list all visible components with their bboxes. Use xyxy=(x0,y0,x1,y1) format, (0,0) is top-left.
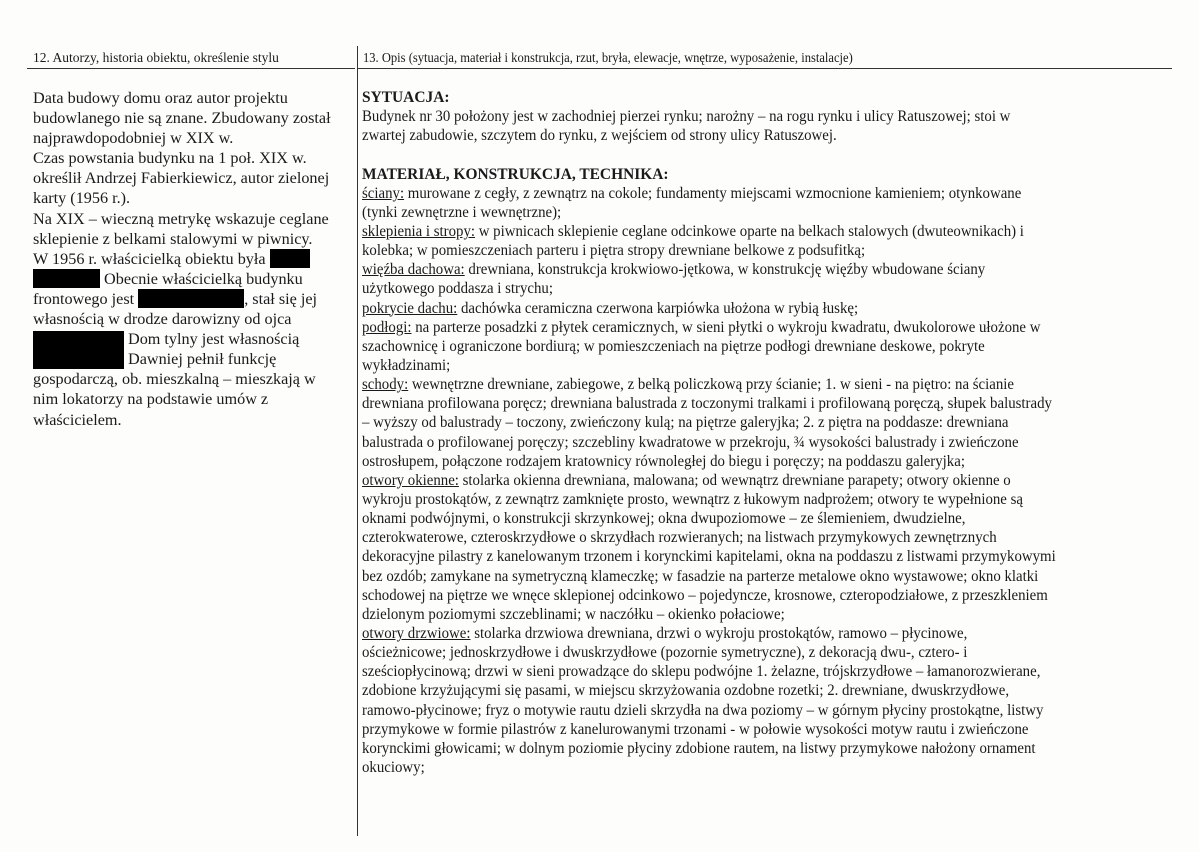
text-segment: frontowego jest xyxy=(33,289,135,308)
text-line: Data budowy domu oraz autor projektu xyxy=(33,89,288,107)
text-segment: czterokwaterowe, czteroskrzydłowe o skrzydłach rozwieranych; na listwach przymykowych zewnętrznych xyxy=(362,529,997,547)
text-line xyxy=(362,394,1134,413)
field-label: otwory okienne: xyxy=(362,471,459,489)
text-line xyxy=(362,739,1134,758)
text-line: budowlanego nie są znane. Zbudowany został xyxy=(33,109,331,128)
text-line xyxy=(362,567,1134,586)
text-line xyxy=(362,490,1134,509)
text-segment: , stał się jej xyxy=(244,289,318,308)
text-line xyxy=(33,249,331,269)
text-line xyxy=(362,413,1134,432)
text-line xyxy=(362,184,1134,203)
field-label: otwory drzwiowe: xyxy=(362,624,471,642)
text-segment: balustrada o profilowanej poręczy; szczebliny kwadratowe w przekroju, ¾ wysokości balustrady i zwieńczone xyxy=(362,433,1019,451)
text-segment: przymykowe w formie pilastrów z kanelurowanymi trzonami - w połowie wysokości motyw rautu i zwieńczone xyxy=(362,720,1029,738)
blank-line xyxy=(362,145,1162,164)
text-line: gospodarczą, ob. mieszkalną – mieszkają w xyxy=(33,370,316,389)
text-line xyxy=(362,299,1134,318)
text-segment: – wyższy od balustrady – toczony, zwieńczony kulą; na piętrze galeryjka; 2. z piętra na poddasze: drewniana xyxy=(362,414,1009,432)
text-line xyxy=(362,318,1134,337)
text-line xyxy=(33,329,331,349)
text-segment: kolebka; w pomieszczeniach parteru i piętra stropy drewniane belkowe z podsufitką; xyxy=(362,242,866,260)
text-segment: schodowej na piętrze we wnęce sklepionej odcinkowo – pojedyncze, krosnowe, czteropodziałowe, z przeszkleniem xyxy=(362,586,1048,604)
field-label: pokrycie dachu: xyxy=(362,299,458,317)
text-segment: użytkowego poddasza i strychu; xyxy=(362,280,553,298)
text-line: sklepienie z belkami stalowymi w piwnicy. xyxy=(33,229,313,248)
text-segment: w piwnicach sklepienie ceglane odcinkowe oparte na belkach stalowych (dwuteownikach) i xyxy=(475,222,1024,240)
text-segment: szachownicę i ograniczone bordiurą; w pomieszczeniach na piętrze podłogi drewniane deskowe, pokryte xyxy=(362,337,985,355)
text-line xyxy=(362,260,1134,279)
text-line xyxy=(362,528,1134,547)
text-line xyxy=(362,758,1134,777)
text-line xyxy=(362,662,1134,681)
text-line: Czas powstania budynku na 1 poł. XIX w. xyxy=(33,149,307,168)
text-line xyxy=(362,356,1134,375)
text-segment: Obecnie właścicielką budynku xyxy=(104,269,303,288)
redaction-box xyxy=(270,249,310,268)
text-segment: dekoracyjne pilastry z kanelowanym trzonem i korynckimi kapitelami, okna na poddaszu z listwami przymykowymi xyxy=(362,548,1056,566)
history-column xyxy=(33,88,331,430)
text-line: określił Andrzej Fabierkiewicz, autor zielonej xyxy=(33,169,330,188)
text-segment: stolarka drzwiowa drewniana, drzwi o wykroju prostokątów, ramowo – płycinowe, xyxy=(470,624,968,642)
text-line xyxy=(362,337,1134,356)
text-segment: zdobione krzyżującymi się pasami, w miejscu skrzyżowania ozdobne rozetki; 2. drewniane, dwuskrzydłowe, xyxy=(362,682,1010,700)
text-line xyxy=(362,547,1134,566)
column-divider xyxy=(357,46,358,836)
text-segment: Budynek nr 30 położony jest w zachodniej pierzei rynku; narożny – na rogu rynku i ulicy Ratuszowej; stoi w xyxy=(362,108,1011,126)
text-line xyxy=(362,241,1134,260)
text-line xyxy=(362,433,1134,452)
header-underline xyxy=(358,68,1172,69)
text-line xyxy=(362,681,1134,700)
text-line xyxy=(362,509,1134,528)
section-heading: SYTUACJA: xyxy=(362,89,450,106)
text-segment: wykroju prostokątów, z zewnątrz zamknięte prosto, wewnątrz z łukowym nadprożem; otwory te wypełnione są xyxy=(362,490,1023,508)
text-segment: sześciopłycinową; drzwi w sieni prowadzące do sklepu podwójne 1. żelazne, trójskrzydłowe – łamanorozwierane, xyxy=(362,663,1041,681)
text-line: karty (1956 r.). xyxy=(33,189,131,208)
text-segment: murowane z cegły, z zewnątrz na cokole; fundamenty miejscami wzmocnione kamieniem; otynkowane xyxy=(404,184,1022,202)
text-line xyxy=(362,203,1134,222)
field-label: sklepienia i stropy: xyxy=(362,222,476,240)
text-segment: na parterze posadzki z płytek ceramicznych, w sieni płytki o wykroju kwadratu, dwukolorowe ułożone w xyxy=(411,318,1041,336)
text-line xyxy=(362,452,1134,471)
text-segment: ramowo-płycinowe; fryz o motywie rautu dzieli skrzydła na dwa poziomy – w górnym płyciny prostokątne, listwy xyxy=(362,701,1044,719)
section-13-header: 13. Opis (sytuacja, materiał i konstrukcja, rzut, bryła, elewacje, wnętrze, wyposażenie, instalacje) xyxy=(363,50,853,65)
text-line xyxy=(362,701,1134,720)
text-segment: oknami podwójnymi, o konstrukcji skrzynkowej; okna dwupoziomowe – ze ślemieniem, dwudzielne, xyxy=(362,510,966,528)
redaction-box xyxy=(138,289,244,308)
text-line: właścicielem. xyxy=(33,410,122,429)
text-segment: wykładzinami; xyxy=(362,356,451,374)
field-label: schody: xyxy=(362,376,409,394)
text-line xyxy=(362,643,1134,662)
text-segment: drewniana, konstrukcja krokwiowo-jętkowa, w konstrukcję więźby wbudowane ściany xyxy=(464,261,986,279)
text-segment: Dom tylny jest własnością xyxy=(128,330,300,349)
text-line xyxy=(362,720,1134,739)
text-line xyxy=(33,289,331,309)
text-segment: drewniana profilowana poręcz; drewniana balustrada z toczonymi tralkami i profilowaną poręczą, słupek balustrady xyxy=(362,395,1052,413)
text-segment: dzielonym poziomymi szczeblinami; w naczółku – okienko połaciowe; xyxy=(362,605,785,623)
text-segment: dachówka ceramiczna czerwona karpiówka ułożona w rybią łuskę; xyxy=(457,299,859,317)
text-segment: bez ozdób; zamykane na symetryczną klameczkę; w fasadzie na parterze metalowe okno wystawowe; okno klatki xyxy=(362,567,1039,585)
text-line xyxy=(362,126,1134,145)
text-line: nim lokatorzy na podstawie umów z xyxy=(33,390,269,409)
text-segment: (tynki zewnętrzne i wewnętrzne); xyxy=(362,203,562,221)
text-line xyxy=(362,586,1134,605)
text-line xyxy=(362,222,1134,241)
text-line xyxy=(362,375,1134,394)
text-line xyxy=(33,269,331,289)
field-label: więźba dachowa: xyxy=(362,261,465,279)
text-segment: ościeżnicowe; jednoskrzydłowe i dwuskrzydłowe (pozornie symetryczne), z dekoracją dwu-, cztero- i xyxy=(362,644,968,662)
text-line: własnością w drodze darowizny od ojca xyxy=(33,310,292,329)
field-label: ściany: xyxy=(362,184,405,202)
text-segment: stolarka okienna drewniana, malowana; od wewnątrz drewniane parapety; otwory okienne o xyxy=(458,471,1011,489)
field-label: podłogi: xyxy=(362,318,412,336)
text-segment: W 1956 r. właścicielką obiektu była xyxy=(33,249,266,268)
section-heading: MATERIAŁ, KONSTRUKCJA, TECHNIKA: xyxy=(362,165,669,183)
text-segment: ostrosłupem, połączone rodzajem kratownicy równoległej do biegu i poręczy; na poddaszu galeryjka; xyxy=(362,452,965,470)
text-line xyxy=(362,605,1134,624)
text-line: Dawniej pełnił funkcję xyxy=(128,350,277,369)
text-line xyxy=(362,624,1134,643)
redaction-box xyxy=(33,269,100,288)
text-line xyxy=(362,471,1134,490)
text-line xyxy=(362,279,1134,298)
text-line: najprawdopodobniej w XIX w. xyxy=(33,129,234,148)
text-segment: wewnętrzne drewniane, zabiegowe, z belką policzkową przy ścianie; 1. w sieni - na piętro: na ścianie xyxy=(408,376,1015,394)
text-segment: zwartej zabudowie, szczytem do rynku, z wejściem od strony ulicy Ratuszowej. xyxy=(362,127,837,145)
text-line: Na XIX – wieczną metrykę wskazuje ceglane xyxy=(33,209,329,228)
header-underline xyxy=(27,68,355,69)
description-column xyxy=(362,88,1162,777)
text-segment: korynckimi głowicami; w dolnym poziomie płyciny zdobione rautem, na listwy przymykowe nałożony ornament xyxy=(362,739,1036,757)
text-line xyxy=(362,107,1134,126)
text-segment: okuciowy; xyxy=(362,758,425,776)
section-12-header: 12. Autorzy, historia obiektu, określenie stylu xyxy=(33,50,279,65)
